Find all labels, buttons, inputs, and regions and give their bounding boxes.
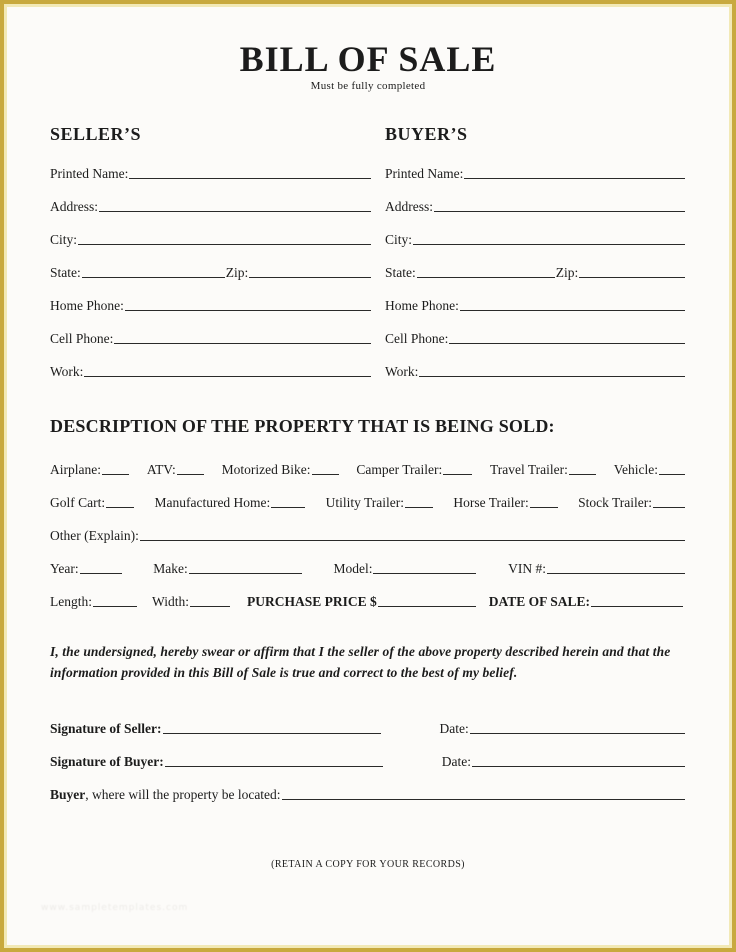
seller-row-state-zip [50,248,372,281]
buyer-heading: BUYER’S [385,124,468,144]
fill-line[interactable] [84,375,371,377]
seller-row-address [50,182,372,215]
fill-line[interactable] [591,605,683,607]
field-label: State: [385,265,416,281]
fill-line[interactable] [530,506,558,508]
field-label: Zip: [225,265,249,281]
fill-line[interactable] [114,342,371,344]
watermark: www.sampletemplates.com [41,903,189,913]
field-label: Length: [50,594,92,610]
buyer-row-city [385,215,686,248]
other-explain-row [50,511,686,544]
buyer-row-address [385,182,686,215]
field-label: Zip: [555,265,579,281]
field-label: Printed Name: [50,166,129,182]
fill-line[interactable] [378,605,476,607]
buyer-row-cell-phone [385,314,686,347]
date-of-sale-label: DATE OF SALE: [488,594,590,610]
seller-row-cell-phone [50,314,372,347]
field-label: State: [50,265,81,281]
date-line[interactable] [470,732,685,734]
seller-heading: SELLER’S [50,124,142,144]
field-label: Horse Trailer: [453,495,529,511]
field-label: City: [50,232,78,248]
party-columns [50,124,686,380]
field-label: Motorized Bike: [221,462,311,478]
fill-line[interactable] [99,210,371,212]
field-label: Work: [50,364,84,380]
fill-line[interactable] [106,506,134,508]
fill-line[interactable] [659,473,685,475]
fill-line[interactable] [80,572,122,574]
field-label: City: [385,232,413,248]
size-price-row [50,577,686,610]
fill-line[interactable] [417,276,555,278]
fill-line[interactable] [460,309,685,311]
fill-line[interactable] [434,210,685,212]
buyer-word-label: Buyer [50,787,86,803]
date-label: Date: [441,754,471,770]
retain-copy-note: (RETAIN A COPY FOR YOUR RECORDS) [271,858,465,870]
description-heading: DESCRIPTION OF THE PROPERTY THAT IS BEING SOLD: [50,416,555,436]
buyer-row-home-phone [385,281,686,314]
field-label: Home Phone: [385,298,459,314]
field-label: Cell Phone: [50,331,114,347]
fill-line[interactable] [140,539,685,541]
buyer-row-printed-name [385,149,686,182]
field-label: VIN #: [508,561,546,577]
seller-signature-label: Signature of Seller: [50,721,162,737]
field-label: Stock Trailer: [578,495,652,511]
fill-line[interactable] [177,473,204,475]
fill-line[interactable] [102,473,129,475]
affirmation-statement: I, the undersigned, hereby swear or affirm that I the seller of the above property described herein and that the information provided in this Bill of Sale is true and correct to the best of my belief. [50,644,671,680]
property-location-row [50,770,686,803]
property-type-row-1 [50,445,686,478]
field-label: Home Phone: [50,298,124,314]
field-label: Work: [385,364,419,380]
field-label: Make: [153,561,188,577]
fill-line[interactable] [129,177,371,179]
seller-signature-row [50,704,686,737]
fill-line[interactable] [443,473,472,475]
seller-row-home-phone [50,281,372,314]
fill-line[interactable] [579,276,685,278]
date-label: Date: [439,721,469,737]
fill-line[interactable] [93,605,137,607]
buyer-column [385,124,686,380]
property-type-row-2 [50,478,686,511]
fill-line[interactable] [464,177,685,179]
field-label: Address: [50,199,98,215]
seller-row-work [50,347,372,380]
buyer-row-work [385,347,686,380]
field-label: Other (Explain): [50,528,139,544]
page-subtitle: Must be fully completed [310,80,426,92]
fill-line[interactable] [449,342,685,344]
fill-line[interactable] [271,506,305,508]
field-label: Printed Name: [385,166,464,182]
fill-line[interactable] [653,506,685,508]
signature-line[interactable] [165,765,383,767]
field-label: Year: [50,561,79,577]
fill-line[interactable] [82,276,225,278]
field-label: ATV: [146,462,176,478]
fill-line[interactable] [249,276,371,278]
field-label: Camper Trailer: [356,462,443,478]
field-label: Address: [385,199,433,215]
field-label: Model: [333,561,373,577]
field-label: Vehicle: [613,462,658,478]
signature-line[interactable] [163,732,381,734]
fill-line[interactable] [373,572,476,574]
fill-line[interactable] [190,605,230,607]
buyer-signature-label: Signature of Buyer: [50,754,164,770]
fill-line[interactable] [312,473,339,475]
fill-line[interactable] [419,375,685,377]
page [4,4,732,948]
buyer-row-state-zip [385,248,686,281]
vehicle-detail-row [50,544,686,577]
fill-line[interactable] [569,473,596,475]
seller-column [50,124,372,380]
date-line[interactable] [472,765,685,767]
field-label: Cell Phone: [385,331,449,347]
field-label: Utility Trailer: [325,495,405,511]
field-label: Golf Cart: [50,495,106,511]
fill-line[interactable] [405,506,433,508]
field-label: Width: [152,594,189,610]
field-label: Manufactured Home: [154,495,271,511]
fill-line[interactable] [413,243,685,245]
page-title: BILL OF SALE [239,39,497,79]
buyer-signature-row [50,737,686,770]
fill-line[interactable] [78,243,371,245]
field-label: Airplane: [50,462,101,478]
field-label: Travel Trailer: [490,462,568,478]
purchase-price-label: PURCHASE PRICE $ [246,594,377,610]
fill-line[interactable] [189,572,302,574]
fill-line[interactable] [125,309,371,311]
fill-line[interactable] [547,572,685,574]
fill-line[interactable] [282,798,685,800]
seller-row-printed-name [50,149,372,182]
location-question-label: , where will the property be located: [85,787,281,803]
seller-row-city [50,215,372,248]
